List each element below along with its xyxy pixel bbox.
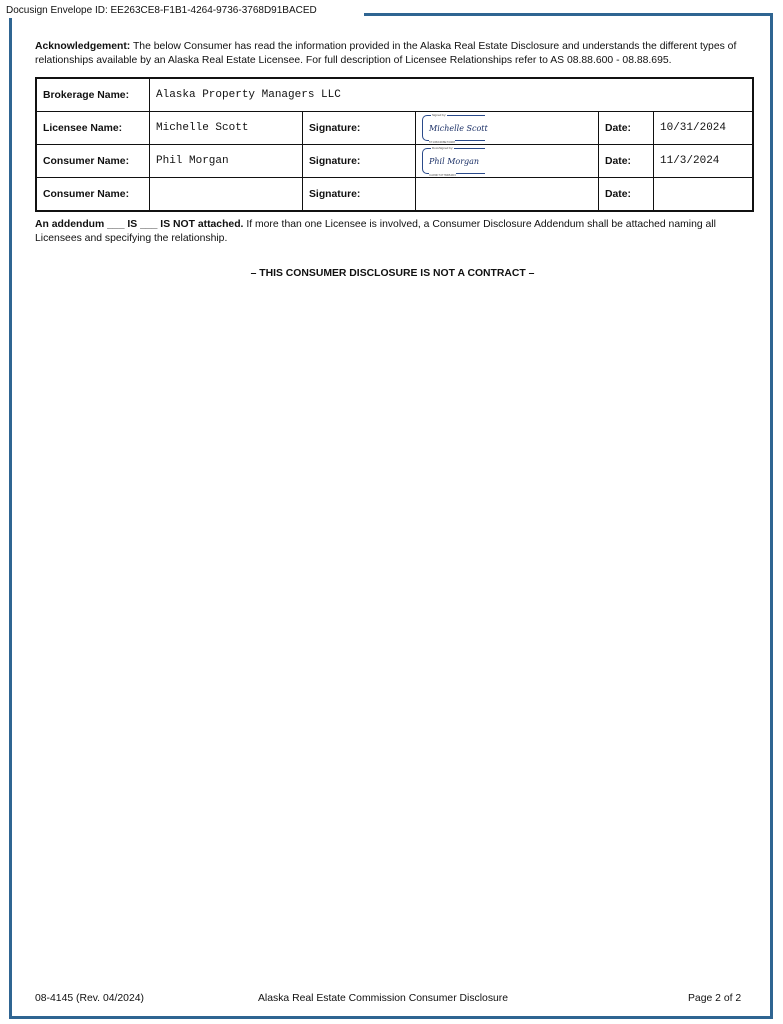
licensee-date-field[interactable]: 10/31/2024	[654, 112, 754, 145]
signature-table	[35, 77, 754, 212]
signature-name: Michelle Scott	[429, 124, 488, 133]
licensee-name-field[interactable]: Michelle Scott	[150, 112, 303, 145]
licensee-signature-label: Signature:	[303, 112, 416, 145]
consumer-signature-label: Signature:	[303, 178, 416, 212]
consumer-name-label: Consumer Name:	[36, 178, 150, 212]
signature-tag: Signed by:	[432, 113, 447, 117]
consumer-date-field[interactable]	[654, 178, 754, 212]
acknowledgement-label: Acknowledgement:	[35, 41, 131, 52]
footer-title: Alaska Real Estate Commission Consumer Disclosure	[258, 993, 509, 1004]
consumer-row-2	[36, 178, 753, 212]
signature-code: CA80F747784B4D3	[429, 173, 456, 177]
document-body	[35, 40, 750, 279]
signature-name: Phil Morgan	[429, 157, 480, 166]
envelope-id: Docusign Envelope ID: EE263CE8-F1B1-4264-9736-3768D91BACED	[4, 4, 321, 18]
consumer-date-label: Date:	[599, 145, 654, 178]
consumer-signature-label: Signature:	[303, 145, 416, 178]
addendum-text: If more than one Licensee is involved, a Consumer Disclosure Addendum shall be attached naming all Licensees and specifying the relationship.	[35, 219, 716, 244]
licensee-signature-field[interactable]	[416, 112, 599, 145]
licensee-row	[36, 112, 753, 145]
footer-page-number: Page 2 of 2	[688, 993, 742, 1004]
licensee-date-label: Date:	[599, 112, 654, 145]
licensee-name-label: Licensee Name:	[36, 112, 150, 145]
consumer-name-field[interactable]: Phil Morgan	[150, 145, 303, 178]
consumer-row-1	[36, 145, 753, 178]
addendum-bold: An addendum ___ IS ___ IS NOT attached.	[35, 219, 244, 230]
brokerage-row	[36, 78, 753, 112]
consumer-signature-field[interactable]	[416, 178, 599, 212]
consumer-name-label: Consumer Name:	[36, 145, 150, 178]
contract-notice: – THIS CONSUMER DISCLOSURE IS NOT A CONTRACT –	[250, 268, 535, 279]
brokerage-name-field[interactable]: Alaska Property Managers LLC	[150, 78, 754, 112]
consumer-date-field[interactable]: 11/3/2024	[654, 145, 754, 178]
consumer-name-field[interactable]	[150, 178, 303, 212]
signature-tag: DocuSigned by:	[432, 146, 454, 150]
addendum-paragraph	[35, 218, 750, 246]
brokerage-label: Brokerage Name:	[36, 78, 150, 112]
consumer-signature-stamp	[422, 146, 485, 177]
acknowledgement-paragraph	[35, 40, 750, 68]
signature-code: 5713604D8E73408	[429, 140, 455, 144]
consumer-date-label: Date:	[599, 178, 654, 212]
acknowledgement-text: The below Consumer has read the information provided in the Alaska Real Estate Disclosure and understands the different types of relationships available by an Alaska Real Estate Licensee. For full description of Licensee Relationships refer to AS 08.88.600 - 08.88.695.	[35, 41, 737, 66]
footer-form-number: 08-4145 (Rev. 04/2024)	[35, 993, 144, 1004]
consumer-signature-field[interactable]	[416, 145, 599, 178]
licensee-signature-stamp	[422, 113, 488, 144]
